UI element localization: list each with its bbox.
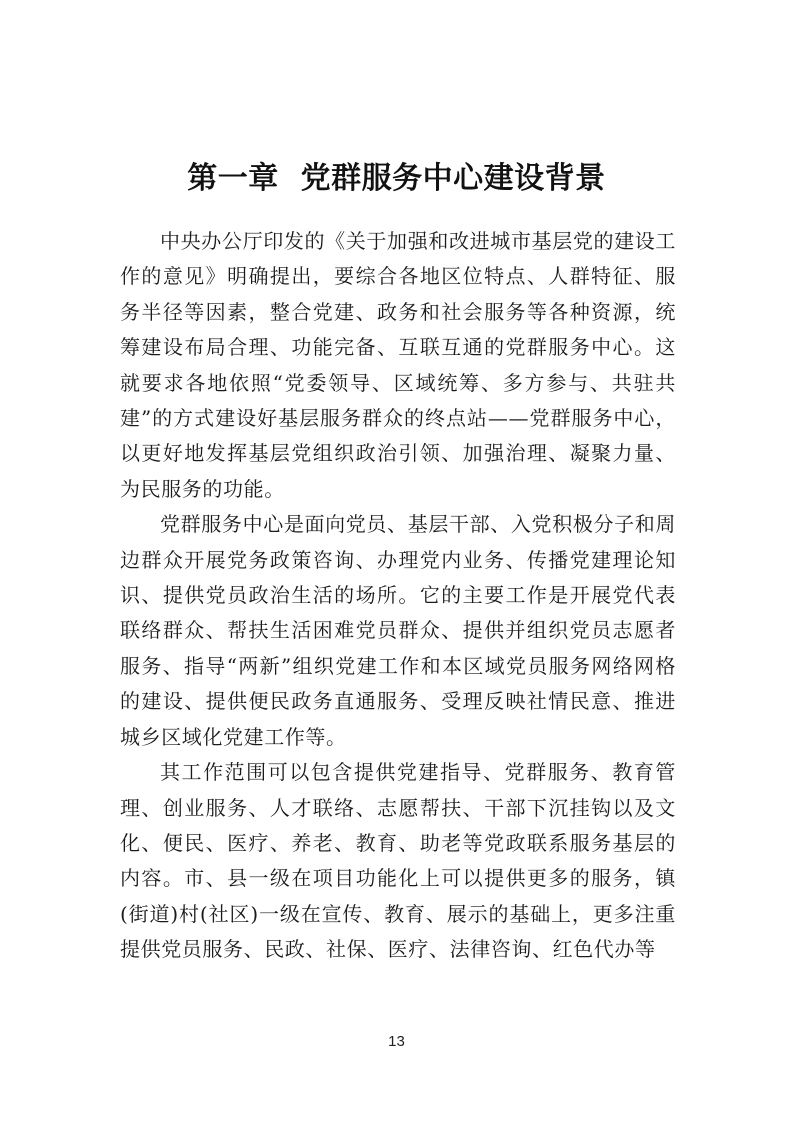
body-text bbox=[120, 224, 676, 968]
page-number: 13 bbox=[388, 1033, 405, 1050]
chapter-title: 第一章 党群服务中心建设背景 bbox=[187, 161, 606, 196]
paragraph-3: 其工作范围可以包含提供党建指导、党群服务、教育管理、创业服务、人才联络、志愿帮扶、干部下沉挂钩以及文化、便民、医疗、养老、教育、助老等党政联系服务基层的内容。市、县一级在项目功能化上可以提供更多的服务，镇(街道)村(社区)一级在宣传、教育、展示的基础上，更多注重提供党员服务、民政、社保、医疗、法律咨询、红色代办等 bbox=[120, 760, 676, 962]
paragraph-2: 党群服务中心是面向党员、基层干部、入党积极分子和周边群众开展党务政策咨询、办理党内业务、传播党建理论知识、提供党员政治生活的场所。它的主要工作是开展党代表联络群众、帮扶生活困难党员群众、提供并组织党员志愿者服务、指导“两新”组织党建工作和本区域党员服务网络网格的建设、提供便民政务直通服务、受理反映社情民意、推进城乡区域化党建工作等。 bbox=[120, 512, 676, 749]
paragraph-1: 中央办公厅印发的《关于加强和改进城市基层党的建设工作的意见》明确提出，要综合各地区位特点、人群特征、服务半径等因素，整合党建、政务和社会服务等各种资源，统筹建设布局合理、功能完备、互联互通的党群服务中心。这就要求各地依照“党委领导、区域统筹、多方参与、共驻共建”的方式建设好基层服务群众的终点站——党群服务中心，以更好地发挥基层党组织政治引领、加强治理、凝聚力量、为民服务的功能。 bbox=[120, 229, 676, 501]
